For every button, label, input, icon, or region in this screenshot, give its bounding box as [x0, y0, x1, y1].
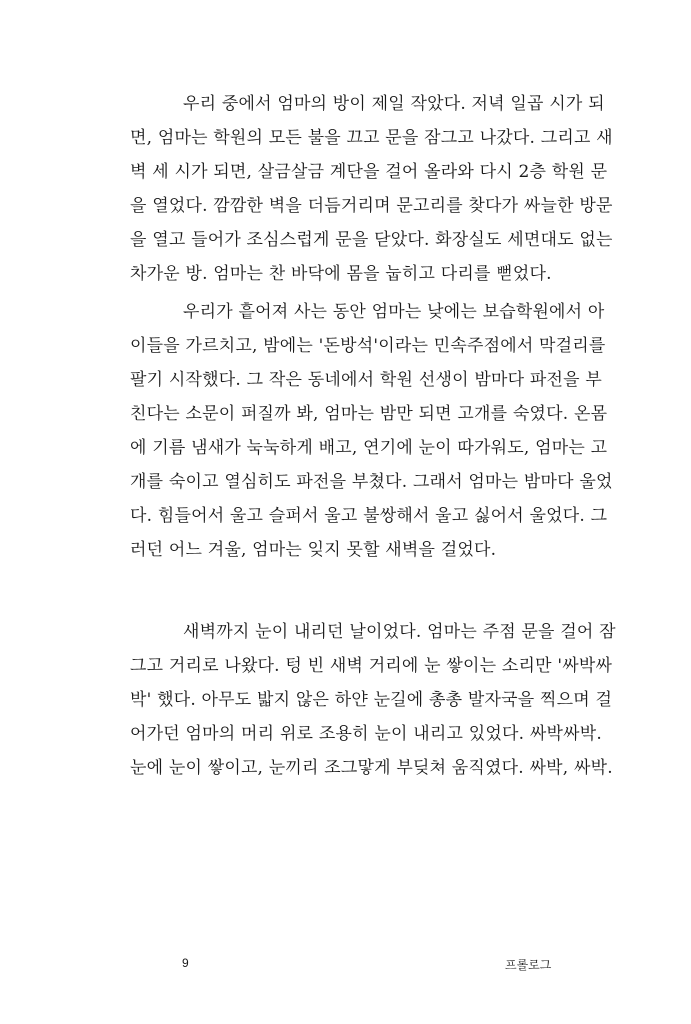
page-number: 9 [182, 956, 189, 970]
paragraph-2-line-6: 개를 숙이고 열심히도 파전을 부쳤다. 그래서 엄마는 밤마다 울었 [130, 472, 613, 492]
paragraph-2-line-8: 러던 어느 겨울, 엄마는 잊지 못할 새벽을 걸었다. [130, 540, 497, 560]
paragraph-3-line-4: 어가던 엄마의 머리 위로 조용히 눈이 내리고 있었다. 싸박싸박. [130, 724, 602, 744]
running-footer-title: 프롤로그 [505, 958, 552, 972]
paragraph-3-line-1: 새벽까지 눈이 내리던 날이었다. 엄마는 주점 문을 걸어 잠 [183, 622, 616, 642]
paragraph-1-line-3: 벽 세 시가 되면, 살금살금 계단을 걸어 올라와 다시 2층 학원 문 [130, 162, 608, 182]
paragraph-2-line-7: 다. 힘들어서 울고 슬퍼서 울고 불쌍해서 울고 싫어서 울었다. 그 [130, 506, 608, 526]
paragraph-2-line-5: 에 기름 냄새가 눅눅하게 배고, 연기에 눈이 따가워도, 엄마는 고 [130, 438, 608, 458]
paragraph-3-line-2: 그고 거리로 나왔다. 텅 빈 새벽 거리에 눈 쌓이는 소리만 '싸박싸 [130, 656, 613, 676]
paragraph-2-line-4: 친다는 소문이 퍼질까 봐, 엄마는 밤만 되면 고개를 숙였다. 온몸 [130, 404, 608, 424]
paragraph-1-line-4: 을 열었다. 깜깜한 벽을 더듬거리며 문고리를 찾다가 싸늘한 방문 [130, 196, 613, 216]
paragraph-3-line-3: 박' 했다. 아무도 밟지 않은 하얀 눈길에 총총 발자국을 찍으며 걸 [130, 690, 613, 710]
paragraph-2-line-2: 이들을 가르치고, 밤에는 '돈방석'이라는 민속주점에서 막걸리를 [130, 336, 606, 356]
paragraph-3-line-5: 눈에 눈이 쌓이고, 눈끼리 조그맣게 부딪쳐 움직였다. 싸박, 싸박. [130, 758, 613, 778]
paragraph-1-line-5: 을 열고 들어가 조심스럽게 문을 닫았다. 화장실도 세면대도 없는 [130, 230, 613, 250]
paragraph-1-line-6: 차가운 방. 엄마는 찬 바닥에 몸을 눕히고 다리를 뻗었다. [130, 264, 552, 284]
paragraph-2-line-1: 우리가 흩어져 사는 동안 엄마는 낮에는 보습학원에서 아 [183, 302, 605, 322]
paragraph-1-line-2: 면, 엄마는 학원의 모든 불을 끄고 문을 잠그고 나갔다. 그리고 새 [130, 128, 613, 148]
paragraph-2-line-3: 팔기 시작했다. 그 작은 동네에서 학원 선생이 밤마다 파전을 부 [130, 370, 602, 390]
paragraph-1-line-1: 우리 중에서 엄마의 방이 제일 작았다. 저녁 일곱 시가 되 [183, 94, 605, 114]
